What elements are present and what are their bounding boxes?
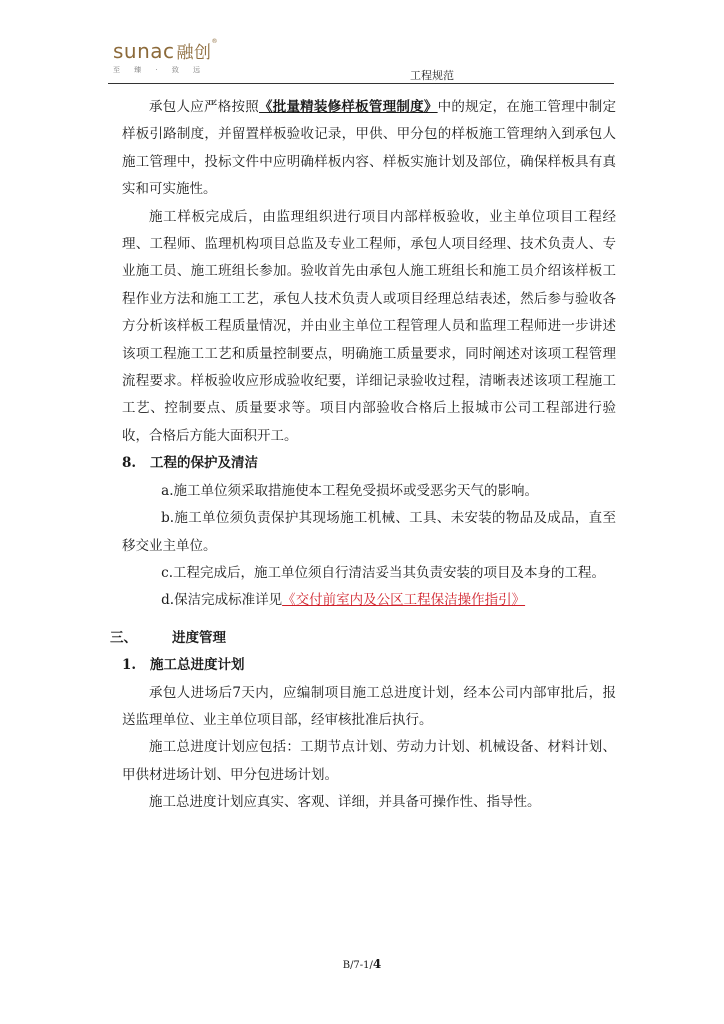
section-number: 三、 bbox=[110, 629, 137, 646]
paragraph-schedule-quality: 施工总进度计划应真实、客观、详细，并具备可操作性、指导性。 bbox=[149, 794, 541, 811]
item-text: d.保洁完成标准详见 bbox=[161, 592, 283, 609]
paragraph-schedule-submission: 承包人进场后7天内，应编制项目施工总进度计划，经本公司内部审批后，报送监理单位、业主单位项目部，经审核批准后执行。 bbox=[122, 684, 616, 728]
header-divider bbox=[108, 83, 614, 84]
heading-number: 1. bbox=[122, 657, 137, 674]
footer-code: B/7-1/ bbox=[342, 960, 373, 971]
logo-registered-mark: ® bbox=[211, 38, 219, 45]
sample-management-link[interactable]: 《批量精装修样板管理制度》 bbox=[258, 99, 438, 115]
heading-protection-cleaning bbox=[122, 450, 616, 477]
page-number: 4 bbox=[372, 957, 382, 971]
logo-tagline: 至 臻 · 致 远 bbox=[113, 66, 207, 74]
list-item-b: b.施工单位须负责保护其现场施工机械、工具、未安装的物品及成品，直至移交业主单位。 bbox=[122, 510, 616, 554]
paragraph-sample-acceptance: 施工样板完成后，由监理组织进行项目内部样板验收，业主单位项目工程经理、工程师、监理机构项目总监及专业工程师，承包人项目经理、技术负责人、专业施工员、施工班组长参加。验收首先由承包人施工班组长和施工员介绍该样板工程作业方法和施工工艺，承包人技术负责人或项目经理总结表述，然后参与验收各方分析该样板工程质量情况，并由业主单位工程管理人员和监理工程师进一步讲述该项工程施工工艺和质量控制要点，明确施工质量要求，同时阐述对该项工程管理流程要求。样板验收应形成验收纪要，详细记录验收过程，清晰表述该项工程施工工艺、控制要点、质量要求等。项目内部验收合格后上报城市公司工程部进行验收，合格后方能大面积开工。 bbox=[122, 208, 616, 444]
document-title: 工程规范 bbox=[410, 69, 454, 82]
paragraph-sample-rule bbox=[122, 94, 616, 204]
heading-title: 工程的保护及清洁 bbox=[150, 455, 258, 472]
document-body bbox=[110, 94, 617, 817]
heading-number: 8. bbox=[122, 455, 137, 472]
paragraph-schedule-contents: 施工总进度计划应包括：工期节点计划、劳动力计划、机械设备、材料计划、甲供材进场计划、甲分包进场计划。 bbox=[122, 739, 616, 783]
section-title: 进度管理 bbox=[172, 629, 226, 646]
cleaning-guide-link[interactable]: 《交付前室内及公区工程保洁操作指引》 bbox=[282, 592, 526, 609]
paragraph-text: 承包人应严格按照 bbox=[149, 99, 259, 115]
logo-wordmark bbox=[113, 38, 253, 63]
list-item-a: a.施工单位须采取措施使本工程免受损坏或受恶劣天气的影响。 bbox=[161, 482, 538, 499]
logo-cn: 融创 bbox=[176, 43, 212, 63]
logo-en: sunac bbox=[113, 39, 175, 63]
list-item-c: c.工程完成后，施工单位须自行清洁妥当其负责安装的项目及本身的工程。 bbox=[161, 564, 605, 581]
spacer bbox=[122, 615, 616, 621]
paragraph-text: 中的规定，在施工管理中制定样板引路制度，并留置样板验收记录，甲供、甲分包的样板施工管理纳入到承包人施工管理中，投标文件中应明确样板内容、样板实施计划及部位，确保样板具有真实和可实施性。 bbox=[122, 99, 617, 198]
heading-master-schedule bbox=[122, 652, 616, 679]
heading-title: 施工总进度计划 bbox=[150, 657, 245, 674]
section-schedule-management bbox=[110, 625, 616, 652]
sunac-logo bbox=[113, 38, 253, 78]
page-footer bbox=[0, 957, 724, 971]
list-item-d bbox=[122, 587, 616, 614]
